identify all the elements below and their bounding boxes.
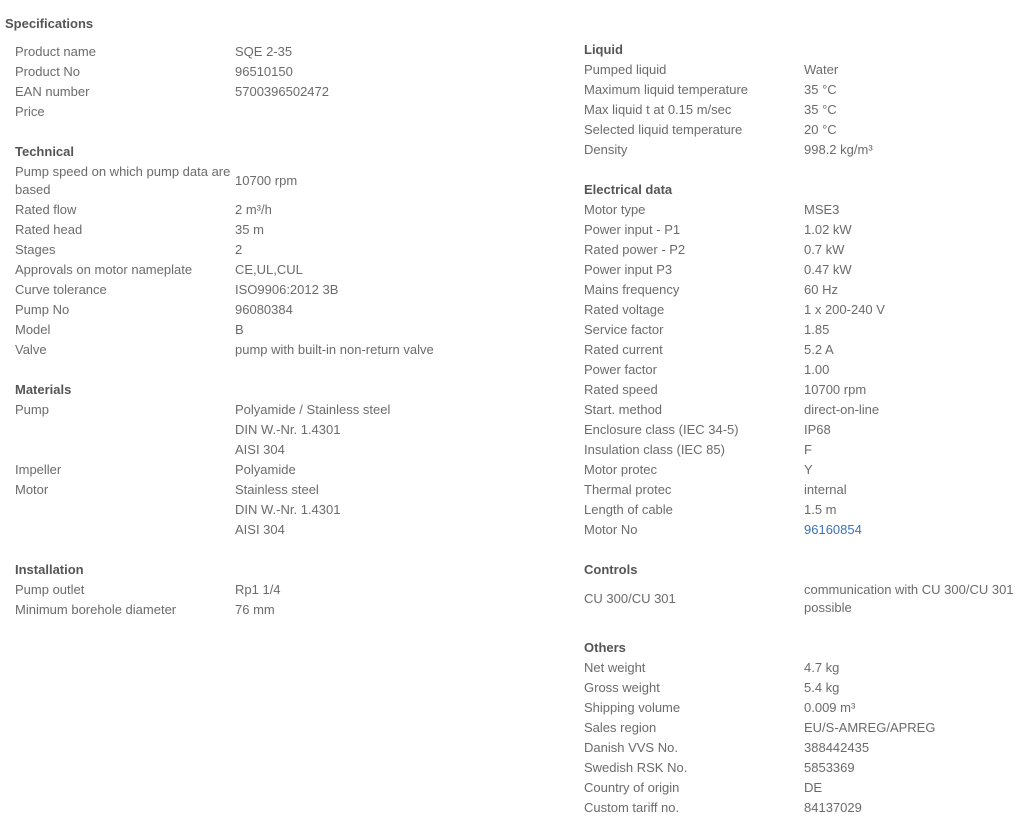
spec-label: Motor protec [584,462,657,477]
spec-value: IP68 [804,422,831,437]
spec-value: 5853369 [804,760,855,775]
spec-label: Selected liquid temperature [584,122,743,137]
spec-label: Minimum borehole diameter [15,602,177,617]
spec-label: EAN number [15,84,90,99]
spec-label: Approvals on motor nameplate [15,262,193,277]
spec-label: Thermal protec [584,482,672,497]
spec-value: F [804,442,812,457]
spec-label: CU 300/CU 301 [584,591,676,606]
spec-value: 96080384 [235,302,293,317]
spec-label: Insulation class (IEC 85) [584,442,725,457]
spec-value: 1 x 200-240 V [804,302,885,317]
spec-value: Polyamide / Stainless steel [235,402,391,417]
section-title: Liquid [584,42,623,57]
spec-value: 5.4 kg [804,680,840,695]
section-title: Installation [15,562,84,577]
spec-label: Enclosure class (IEC 34-5) [584,422,739,437]
spec-value: 388442435 [804,740,870,755]
spec-label: Impeller [15,462,62,477]
spec-label: Swedish RSK No. [584,760,688,775]
spec-value: B [235,322,244,337]
spec-label: Motor No [584,522,638,537]
spec-value: 1.5 m [804,502,837,517]
spec-value: 5.2 A [804,342,834,357]
spec-value: SQE 2-35 [235,44,293,59]
spec-value: MSE3 [804,202,840,217]
spec-label: Power input P3 [584,262,673,277]
page-title: Specifications [5,16,94,31]
spec-value: Polyamide [235,462,296,477]
spec-value: DE [804,780,823,795]
spec-label: Density [584,142,628,157]
spec-label: Length of cable [584,502,673,517]
spec-value: DIN W.-Nr. 1.4301 [235,502,341,517]
spec-value: 5700396502472 [235,84,329,99]
spec-label: Custom tariff no. [584,800,680,815]
spec-label: Sales region [584,720,657,735]
spec-value: Y [804,462,813,477]
spec-label: Rated power - P2 [584,242,686,257]
spec-label: Danish VVS No. [584,740,678,755]
spec-value: AISI 304 [235,522,285,537]
spec-value: 0.009 m³ [804,700,856,715]
spec-value: 76 mm [235,602,275,617]
spec-label: Rated current [584,342,663,357]
section-title: Technical [15,144,75,159]
spec-value: 96510150 [235,64,293,79]
section-title: Materials [15,382,72,397]
spec-label: Rated voltage [584,302,665,317]
spec-label: Pump speed on which pump data are based [15,164,231,197]
spec-label: Pumped liquid [584,62,667,77]
spec-label: Start. method [584,402,663,417]
spec-label: Power input - P1 [584,222,681,237]
spec-value: CE,UL,CUL [235,262,303,277]
section-title: Others [584,640,626,655]
spec-label: Maximum liquid temperature [584,82,749,97]
spec-label: Shipping volume [584,700,681,715]
spec-value: 0.47 kW [804,262,852,277]
spec-label: Pump outlet [15,582,85,597]
spec-label: Stages [15,242,56,257]
spec-label: Curve tolerance [15,282,107,297]
spec-value: 998.2 kg/m³ [804,142,873,157]
spec-label: Valve [15,342,47,357]
spec-value: 1.00 [804,362,830,377]
spec-label: Mains frequency [584,282,680,297]
spec-value: 4.7 kg [804,660,840,675]
spec-label: Product name [15,44,96,59]
spec-value: pump with built-in non-return valve [235,342,434,357]
spec-value: 35 m [235,222,264,237]
spec-value: 35 °C [804,102,837,117]
spec-value: 84137029 [804,800,862,815]
spec-label: Motor [15,482,49,497]
spec-value: DIN W.-Nr. 1.4301 [235,422,341,437]
section-title: Electrical data [584,182,673,197]
spec-value: 10700 rpm [804,382,867,397]
spec-value: 10700 rpm [235,173,298,188]
spec-value: communication with CU 300/CU 301 possible [804,582,1014,615]
spec-label: Service factor [584,322,664,337]
spec-value: 0.7 kW [804,242,845,257]
spec-label: Rated speed [584,382,658,397]
spec-value: 2 m³/h [235,202,272,217]
spec-label: Rated flow [15,202,77,217]
spec-label: Motor type [584,202,646,217]
spec-value: EU/S-AMREG/APREG [804,720,936,735]
spec-label: Power factor [584,362,657,377]
motor-no-link[interactable]: 96160854 [804,522,862,537]
spec-label: Price [15,104,45,119]
spec-label: Net weight [584,660,646,675]
spec-value: Rp1 1/4 [235,582,281,597]
spec-value: 35 °C [804,82,837,97]
spec-value: 60 Hz [804,282,838,297]
spec-value: 2 [235,242,243,257]
spec-label: Model [15,322,51,337]
spec-value: 1.85 [804,322,830,337]
spec-label: Gross weight [584,680,660,695]
spec-value: direct-on-line [804,402,880,417]
spec-value: 20 °C [804,122,837,137]
spec-value: ISO9906:2012 3B [235,282,339,297]
spec-label: Pump No [15,302,70,317]
spec-label: Max liquid t at 0.15 m/sec [584,102,732,117]
spec-label: Country of origin [584,780,680,795]
spec-value: Stainless steel [235,482,319,497]
spec-value: internal [804,482,847,497]
spec-label: Pump [15,402,49,417]
spec-value: AISI 304 [235,442,285,457]
spec-value: 1.02 kW [804,222,852,237]
section-title: Controls [584,562,638,577]
spec-value: Water [804,62,839,77]
spec-label: Rated head [15,222,83,237]
spec-label: Product No [15,64,81,79]
